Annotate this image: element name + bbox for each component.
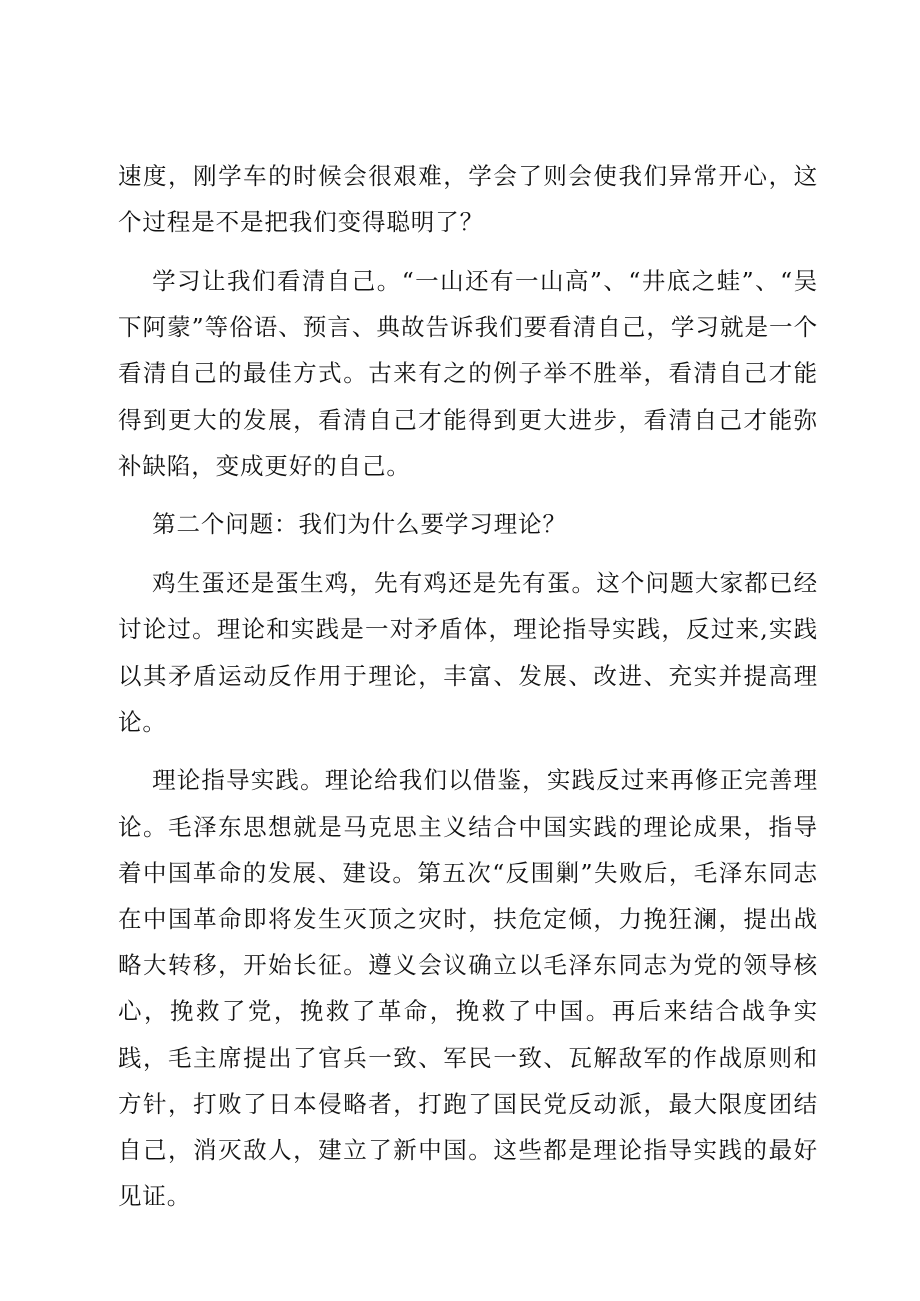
paragraph-1: 速度，刚学车的时候会很艰难，学会了则会使我们异常开心，这个过程是不是把我们变得聪明了？: [118, 162, 818, 237]
paragraph-4: 理论指导实践。理论给我们以借鉴，实践反过来再修正完善理论。毛泽东思想就是马克思主义结合中国实践的理论成果，指导着中国革命的发展、建设。第五次“反围剿”失败后，毛泽东同志在中国革命即将发生灭顶之灾时，扶危定倾，力挽狂澜，提出战略大转移，开始长征。遵义会议确立以毛泽东同志为党的领导核心，挽救了党，挽救了革命，挽救了中国。再后来结合战争实践，毛主席提出了官兵一致、军民一致、瓦解敌军的作战原则和方针，打败了日本侵略者，打跑了国民党反动派，最大限度团结自己，消灭敌人，建立了新中国。这些都是理论指导实践的最好见证。: [118, 766, 818, 1211]
section-heading: 第二个问题：我们为什么要学习理论？: [152, 510, 567, 539]
document-body: [118, 153, 818, 1232]
paragraph-3: 鸡生蛋还是蛋生鸡，先有鸡还是先有蛋。这个问题大家都已经讨论过。理论和实践是一对矛盾体，理论指导实践，反过来,实践以其矛盾运动反作用于理论，丰富、发展、改进、充实并提高理论。: [118, 569, 818, 736]
paragraph-2: 学习让我们看清自己。“一山还有一山高”、“井底之蛙”、“吴下阿蒙”等俗语、预言、典故告诉我们要看清自己，学习就是一个看清自己的最佳方式。古来有之的例子举不胜举，看清自己才能得到更大的发展，看清自己才能得到更大进步，看清自己才能弥补缺陷，变成更好的自己。: [118, 266, 818, 480]
